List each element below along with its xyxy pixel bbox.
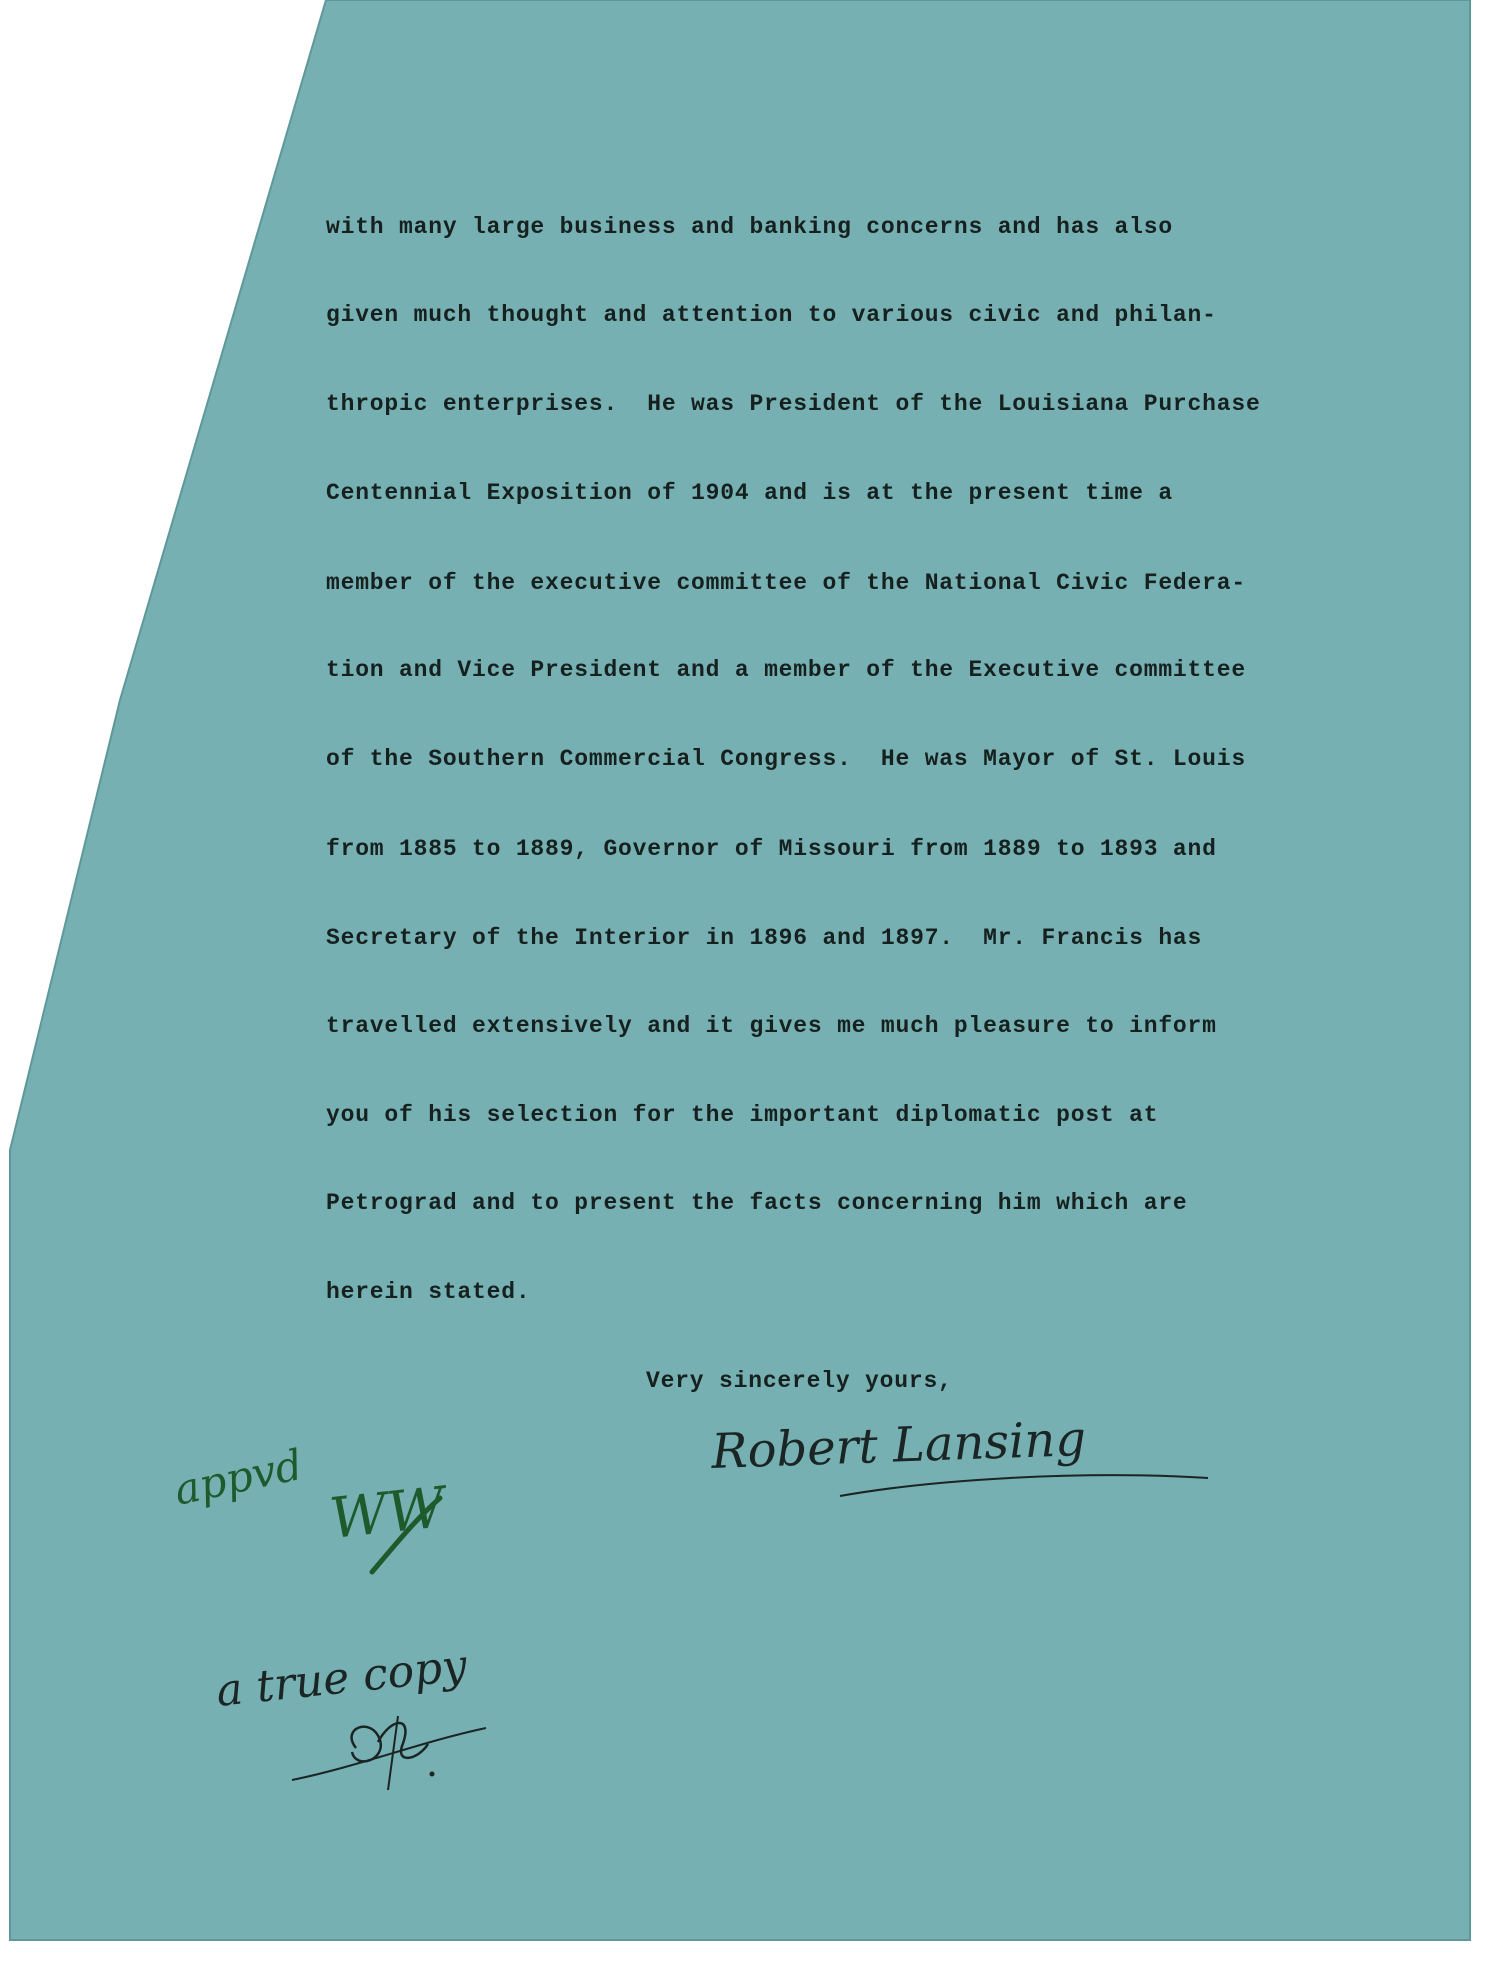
body-line: herein stated. (326, 1279, 531, 1305)
body-line: travelled extensively and it gives me much pleasure to inform (326, 1013, 1217, 1039)
approved-note: appvd (169, 1439, 307, 1515)
paper-shape (10, 0, 1470, 1940)
body-line: Petrograd and to present the facts concerning him which are (326, 1190, 1188, 1216)
body-line: Centennial Exposition of 1904 and is at the present time a (326, 480, 1173, 506)
body-line: from 1885 to 1889, Governor of Missouri from 1889 to 1893 and (326, 836, 1217, 862)
body-line: with many large business and banking concerns and has also (326, 214, 1173, 240)
body-line: thropic enterprises. He was President of the Louisiana Purchase (326, 391, 1261, 417)
green-initials-text: WW (326, 1475, 448, 1552)
body-line: of the Southern Commercial Congress. He was Mayor of St. Louis (326, 746, 1246, 772)
closing-salutation: Very sincerely yours, (646, 1368, 953, 1394)
true-copy-note: a true copy (213, 1639, 470, 1717)
signature-text: Robert Lansing (710, 1410, 1087, 1480)
body-line: tion and Vice President and a member of the Executive committee (326, 657, 1246, 683)
body-line: given much thought and attention to various civic and philan- (326, 302, 1217, 328)
body-line: member of the executive committee of the National Civic Federa- (326, 570, 1246, 596)
body-line: Secretary of the Interior in 1896 and 1897. Mr. Francis has (326, 925, 1203, 951)
body-line: you of his selection for the important diplomatic post at (326, 1102, 1159, 1128)
